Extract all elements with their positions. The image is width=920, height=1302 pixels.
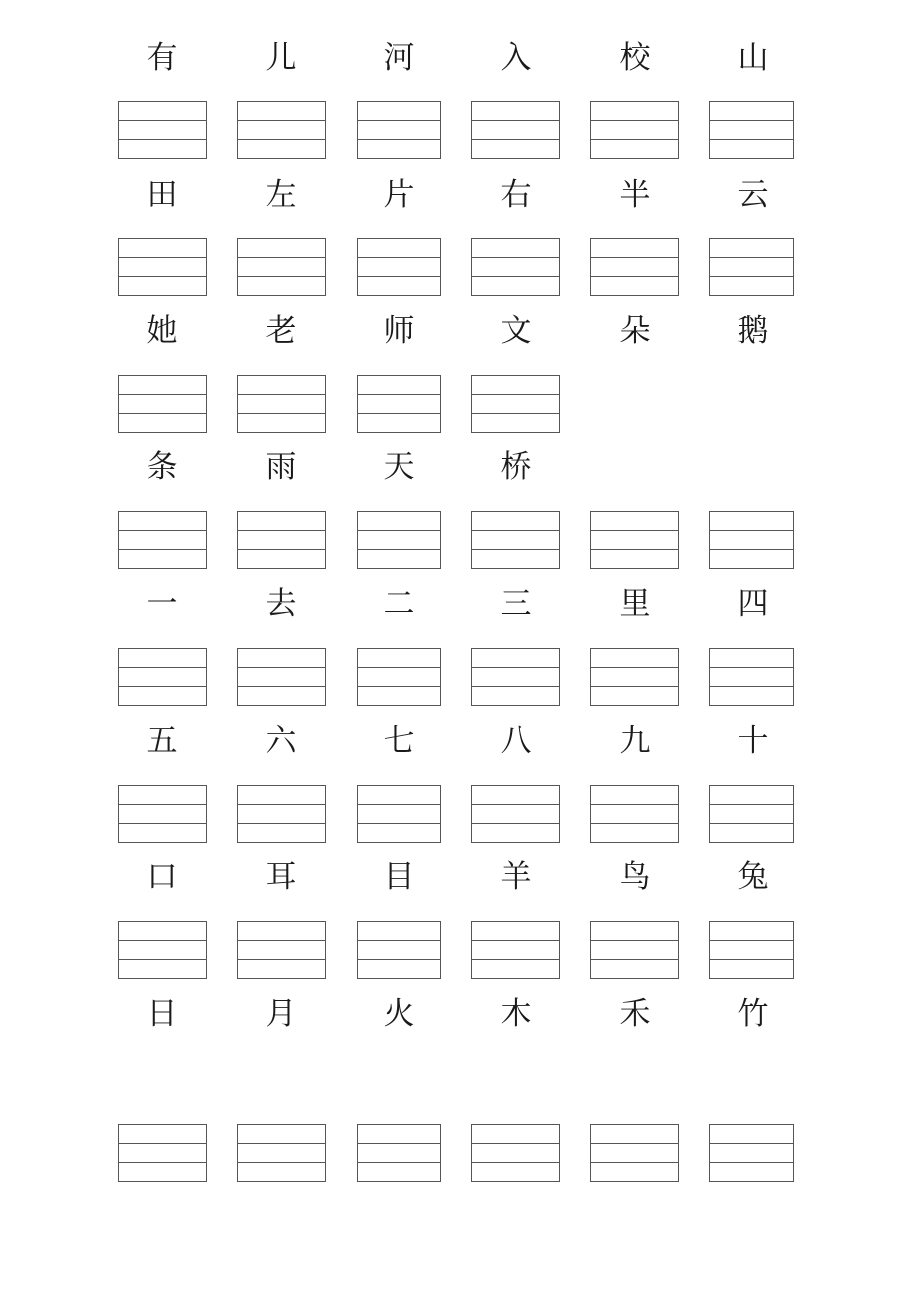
pinyin-guide-line <box>472 686 559 687</box>
pinyin-guide-line <box>591 823 678 824</box>
pinyin-writing-box <box>118 375 207 433</box>
character-1-3: 右 <box>500 177 532 213</box>
pinyin-guide-line <box>591 276 678 277</box>
pinyin-writing-box <box>237 511 326 569</box>
character-6-1: 耳 <box>265 859 297 895</box>
pinyin-guide-line <box>710 686 793 687</box>
pinyin-guide-line <box>591 257 678 258</box>
pinyin-writing-box <box>237 375 326 433</box>
pinyin-writing-box <box>471 101 560 159</box>
pinyin-guide-line <box>119 413 206 414</box>
pinyin-guide-line <box>591 530 678 531</box>
pinyin-guide-line <box>472 823 559 824</box>
character-2-1: 老 <box>265 313 297 349</box>
character-6-5: 兔 <box>737 859 769 895</box>
pinyin-guide-line <box>710 549 793 550</box>
pinyin-guide-line <box>358 257 440 258</box>
pinyin-guide-line <box>472 959 559 960</box>
pinyin-guide-line <box>238 413 325 414</box>
character-7-1: 月 <box>265 996 297 1032</box>
pinyin-guide-line <box>238 276 325 277</box>
character-2-4: 朵 <box>619 313 651 349</box>
pinyin-writing-box <box>709 1124 794 1182</box>
pinyin-guide-line <box>472 549 559 550</box>
character-5-1: 六 <box>265 723 297 759</box>
pinyin-writing-box <box>237 1124 326 1182</box>
pinyin-guide-line <box>472 667 559 668</box>
character-3-3: 桥 <box>500 449 532 485</box>
character-6-4: 鸟 <box>619 859 651 895</box>
pinyin-writing-box <box>357 511 441 569</box>
pinyin-guide-line <box>358 549 440 550</box>
pinyin-guide-line <box>591 1143 678 1144</box>
pinyin-guide-line <box>358 1143 440 1144</box>
pinyin-guide-line <box>358 823 440 824</box>
pinyin-writing-box <box>590 648 679 706</box>
pinyin-guide-line <box>710 959 793 960</box>
pinyin-writing-box <box>357 238 441 296</box>
pinyin-writing-box <box>471 1124 560 1182</box>
pinyin-guide-line <box>472 804 559 805</box>
pinyin-guide-line <box>119 394 206 395</box>
pinyin-writing-box <box>709 511 794 569</box>
pinyin-guide-line <box>710 1162 793 1163</box>
character-3-1: 雨 <box>265 449 297 485</box>
pinyin-guide-line <box>358 530 440 531</box>
pinyin-guide-line <box>591 549 678 550</box>
pinyin-guide-line <box>710 1143 793 1144</box>
pinyin-guide-line <box>472 120 559 121</box>
pinyin-guide-line <box>119 257 206 258</box>
pinyin-writing-box <box>118 511 207 569</box>
character-1-2: 片 <box>383 177 415 213</box>
pinyin-writing-box <box>357 921 441 979</box>
pinyin-guide-line <box>591 959 678 960</box>
pinyin-guide-line <box>472 1162 559 1163</box>
pinyin-guide-line <box>710 804 793 805</box>
pinyin-guide-line <box>119 959 206 960</box>
pinyin-writing-box <box>357 101 441 159</box>
pinyin-writing-box <box>118 1124 207 1182</box>
character-2-2: 师 <box>383 313 415 349</box>
character-0-2: 河 <box>383 40 415 76</box>
character-7-5: 竹 <box>737 996 769 1032</box>
character-7-2: 火 <box>383 996 415 1032</box>
character-4-5: 四 <box>737 586 769 622</box>
character-7-3: 木 <box>500 996 532 1032</box>
pinyin-writing-box <box>237 238 326 296</box>
pinyin-writing-box <box>237 648 326 706</box>
pinyin-guide-line <box>238 139 325 140</box>
character-4-3: 三 <box>500 586 532 622</box>
pinyin-guide-line <box>472 394 559 395</box>
pinyin-guide-line <box>591 940 678 941</box>
pinyin-guide-line <box>238 940 325 941</box>
pinyin-guide-line <box>358 394 440 395</box>
character-7-0: 日 <box>146 996 178 1032</box>
character-1-0: 田 <box>146 177 178 213</box>
pinyin-guide-line <box>472 276 559 277</box>
pinyin-writing-box <box>118 785 207 843</box>
character-7-4: 禾 <box>619 996 651 1032</box>
character-5-2: 七 <box>383 723 415 759</box>
character-0-4: 校 <box>619 40 651 76</box>
character-2-0: 她 <box>146 313 178 349</box>
pinyin-writing-box <box>237 101 326 159</box>
pinyin-writing-box <box>118 238 207 296</box>
character-6-2: 目 <box>383 859 415 895</box>
pinyin-guide-line <box>710 276 793 277</box>
pinyin-writing-box <box>709 238 794 296</box>
character-5-3: 八 <box>500 723 532 759</box>
character-6-3: 羊 <box>500 859 532 895</box>
pinyin-guide-line <box>119 804 206 805</box>
pinyin-writing-box <box>709 101 794 159</box>
pinyin-guide-line <box>358 804 440 805</box>
pinyin-guide-line <box>238 1143 325 1144</box>
pinyin-writing-box <box>118 101 207 159</box>
pinyin-writing-box <box>590 101 679 159</box>
pinyin-writing-box <box>237 921 326 979</box>
pinyin-writing-box <box>709 648 794 706</box>
pinyin-guide-line <box>119 940 206 941</box>
character-3-0: 条 <box>146 449 178 485</box>
pinyin-guide-line <box>119 1162 206 1163</box>
pinyin-guide-line <box>472 1143 559 1144</box>
pinyin-guide-line <box>710 120 793 121</box>
pinyin-guide-line <box>591 1162 678 1163</box>
pinyin-guide-line <box>591 686 678 687</box>
character-2-5: 鹅 <box>737 313 769 349</box>
character-4-4: 里 <box>619 586 651 622</box>
character-0-0: 有 <box>146 40 178 76</box>
pinyin-guide-line <box>591 804 678 805</box>
pinyin-guide-line <box>358 667 440 668</box>
pinyin-writing-box <box>590 921 679 979</box>
pinyin-guide-line <box>119 276 206 277</box>
pinyin-guide-line <box>710 940 793 941</box>
pinyin-writing-box <box>471 238 560 296</box>
pinyin-guide-line <box>119 686 206 687</box>
pinyin-guide-line <box>119 549 206 550</box>
pinyin-writing-box <box>471 511 560 569</box>
pinyin-writing-box <box>709 921 794 979</box>
character-2-3: 文 <box>500 313 532 349</box>
pinyin-guide-line <box>238 667 325 668</box>
pinyin-guide-line <box>358 413 440 414</box>
pinyin-guide-line <box>358 959 440 960</box>
pinyin-guide-line <box>358 139 440 140</box>
pinyin-guide-line <box>119 823 206 824</box>
pinyin-guide-line <box>472 530 559 531</box>
pinyin-writing-box <box>357 648 441 706</box>
pinyin-guide-line <box>238 959 325 960</box>
pinyin-guide-line <box>358 276 440 277</box>
character-1-4: 半 <box>619 177 651 213</box>
pinyin-guide-line <box>710 530 793 531</box>
pinyin-writing-box <box>237 785 326 843</box>
pinyin-guide-line <box>119 667 206 668</box>
character-4-1: 去 <box>265 586 297 622</box>
character-3-2: 天 <box>383 449 415 485</box>
pinyin-guide-line <box>472 257 559 258</box>
pinyin-writing-box <box>357 785 441 843</box>
character-5-0: 五 <box>146 723 178 759</box>
pinyin-writing-box <box>357 1124 441 1182</box>
character-0-1: 儿 <box>265 40 297 76</box>
pinyin-guide-line <box>472 940 559 941</box>
pinyin-guide-line <box>238 257 325 258</box>
pinyin-guide-line <box>591 139 678 140</box>
pinyin-writing-box <box>357 375 441 433</box>
pinyin-writing-box <box>709 785 794 843</box>
pinyin-guide-line <box>119 139 206 140</box>
pinyin-guide-line <box>119 120 206 121</box>
pinyin-writing-box <box>471 785 560 843</box>
pinyin-guide-line <box>238 1162 325 1163</box>
pinyin-writing-box <box>471 375 560 433</box>
pinyin-writing-box <box>471 648 560 706</box>
pinyin-guide-line <box>710 257 793 258</box>
pinyin-guide-line <box>238 823 325 824</box>
pinyin-guide-line <box>238 530 325 531</box>
pinyin-guide-line <box>710 823 793 824</box>
pinyin-guide-line <box>472 139 559 140</box>
pinyin-guide-line <box>119 530 206 531</box>
pinyin-guide-line <box>358 940 440 941</box>
pinyin-writing-box <box>471 921 560 979</box>
pinyin-guide-line <box>238 549 325 550</box>
pinyin-guide-line <box>591 120 678 121</box>
pinyin-writing-box <box>590 1124 679 1182</box>
pinyin-guide-line <box>238 686 325 687</box>
character-0-5: 山 <box>737 40 769 76</box>
character-5-5: 十 <box>737 723 769 759</box>
pinyin-guide-line <box>119 1143 206 1144</box>
pinyin-guide-line <box>710 667 793 668</box>
pinyin-writing-box <box>590 238 679 296</box>
pinyin-guide-line <box>358 120 440 121</box>
pinyin-writing-box <box>118 921 207 979</box>
pinyin-guide-line <box>591 667 678 668</box>
character-1-1: 左 <box>265 177 297 213</box>
pinyin-writing-box <box>118 648 207 706</box>
pinyin-guide-line <box>238 394 325 395</box>
character-1-5: 云 <box>737 177 769 213</box>
pinyin-guide-line <box>472 413 559 414</box>
pinyin-guide-line <box>358 1162 440 1163</box>
pinyin-guide-line <box>238 804 325 805</box>
character-4-2: 二 <box>383 586 415 622</box>
character-6-0: 口 <box>146 859 178 895</box>
character-4-0: 一 <box>146 586 178 622</box>
pinyin-guide-line <box>710 139 793 140</box>
character-5-4: 九 <box>619 723 651 759</box>
pinyin-guide-line <box>238 120 325 121</box>
pinyin-writing-box <box>590 785 679 843</box>
character-0-3: 入 <box>500 40 532 76</box>
pinyin-writing-box <box>590 511 679 569</box>
pinyin-guide-line <box>358 686 440 687</box>
